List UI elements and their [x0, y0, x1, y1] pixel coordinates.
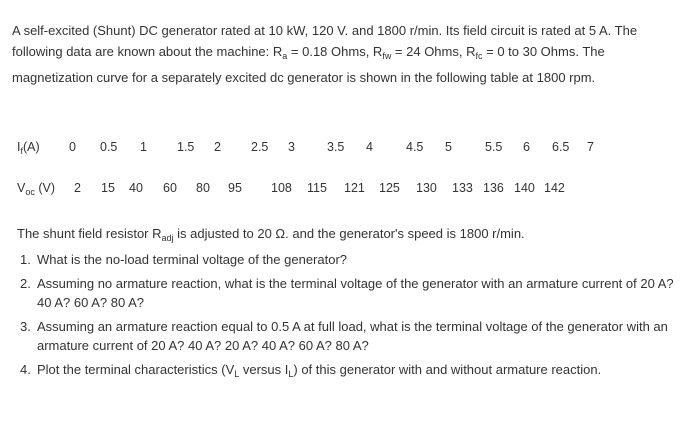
if-value: 2 [214, 140, 221, 154]
if-symbol: I [17, 140, 21, 154]
radj-subscript: adj [161, 233, 174, 243]
question-text-b: versus I [239, 361, 289, 377]
field-current-label [17, 140, 40, 156]
ra-subscript: a [282, 51, 288, 61]
question-text-c: ) of this generator with and without armature reaction. [293, 361, 602, 377]
rfw-subscript: fw [382, 51, 392, 61]
voc-value: 130 [416, 181, 437, 195]
voc-value: 40 [129, 181, 143, 195]
voc-value: 2 [74, 181, 81, 195]
voc-value: 142 [544, 181, 565, 195]
if-value: 0.5 [100, 140, 118, 154]
voc-value: 60 [163, 181, 177, 195]
question-text-a: Plot the terminal characteristics (V [37, 361, 235, 377]
if-value: 5.5 [485, 140, 503, 154]
shunt-text-b: is adjusted to 20 Ω. and the generator's speed is 1800 r/min. [173, 226, 525, 241]
if-value: 4 [366, 140, 373, 154]
intro-line-3: magnetization curve for a separately excited dc generator is shown in the following table at 1800 rpm. [12, 70, 596, 85]
voc-value: 133 [452, 181, 473, 195]
question-number: 2. [20, 275, 31, 291]
question-item [20, 317, 685, 356]
question-item [20, 250, 685, 270]
intro-line-2-d: = 0 to 30 Ohms. The [482, 44, 605, 59]
if-value: 3.5 [327, 140, 345, 154]
if-subscript: f [20, 146, 23, 156]
voc-value: 125 [379, 181, 400, 195]
if-value: 1.5 [177, 140, 195, 154]
shunt-text-a: The shunt field resistor R [17, 226, 162, 241]
if-value: 4.5 [406, 140, 424, 154]
question-item [20, 274, 685, 313]
voc-value: 95 [228, 181, 242, 195]
il-subscript: L [288, 368, 294, 379]
if-value: 3 [288, 140, 295, 154]
if-value: 5 [445, 140, 452, 154]
voc-subscript: oc [25, 187, 35, 197]
if-value: 6.5 [552, 140, 570, 154]
voc-symbol: V [17, 181, 26, 195]
question-item [20, 360, 685, 385]
vl-subscript: L [234, 368, 240, 379]
question-text: Assuming no armature reaction, what is the terminal voltage of the generator with an armature current of 20 A? 40 A? 60 A? 80 A? [37, 275, 674, 310]
question-number: 3. [20, 318, 31, 334]
voc-label [17, 181, 55, 197]
intro-line-2-b: = 0.18 Ohms, R [287, 44, 383, 59]
if-unit: (A) [23, 140, 40, 154]
question-text: What is the no-load terminal voltage of the generator? [37, 252, 348, 267]
voc-value: 15 [101, 181, 115, 195]
voc-value: 115 [307, 181, 327, 195]
shunt-resistor-statement [17, 226, 525, 243]
voc-value: 140 [514, 181, 535, 195]
if-value: 7 [587, 140, 594, 154]
voc-value: 108 [271, 181, 292, 195]
question-number: 4. [20, 361, 31, 377]
if-value: 0 [69, 140, 76, 154]
intro-line-1: A self-excited (Shunt) DC generator rated at 10 kW, 120 V. and 1800 r/min. Its field circuit is rated at 5 A. The [12, 23, 638, 38]
problem-intro [12, 20, 682, 88]
question-number: 1. [20, 252, 31, 267]
if-value: 2.5 [251, 140, 269, 154]
intro-line-2-a: following data are known about the machine: R [12, 44, 283, 59]
intro-line-2-c: = 24 Ohms, R [391, 44, 476, 59]
if-value: 6 [523, 140, 530, 154]
question-text: Assuming an armature reaction equal to 0.5 A at full load, what is the terminal voltage of the generator with an armature current of 20 A? 40 A? 20 A? 40 A? 60 A? 80 A? [37, 318, 668, 353]
voc-unit: (V) [34, 181, 55, 195]
voc-value: 80 [196, 181, 210, 195]
voc-value: 121 [344, 181, 365, 195]
rfc-subscript: fc [475, 51, 483, 61]
if-value: 1 [140, 140, 147, 154]
question-list [20, 250, 685, 388]
voc-value: 136 [483, 181, 504, 195]
